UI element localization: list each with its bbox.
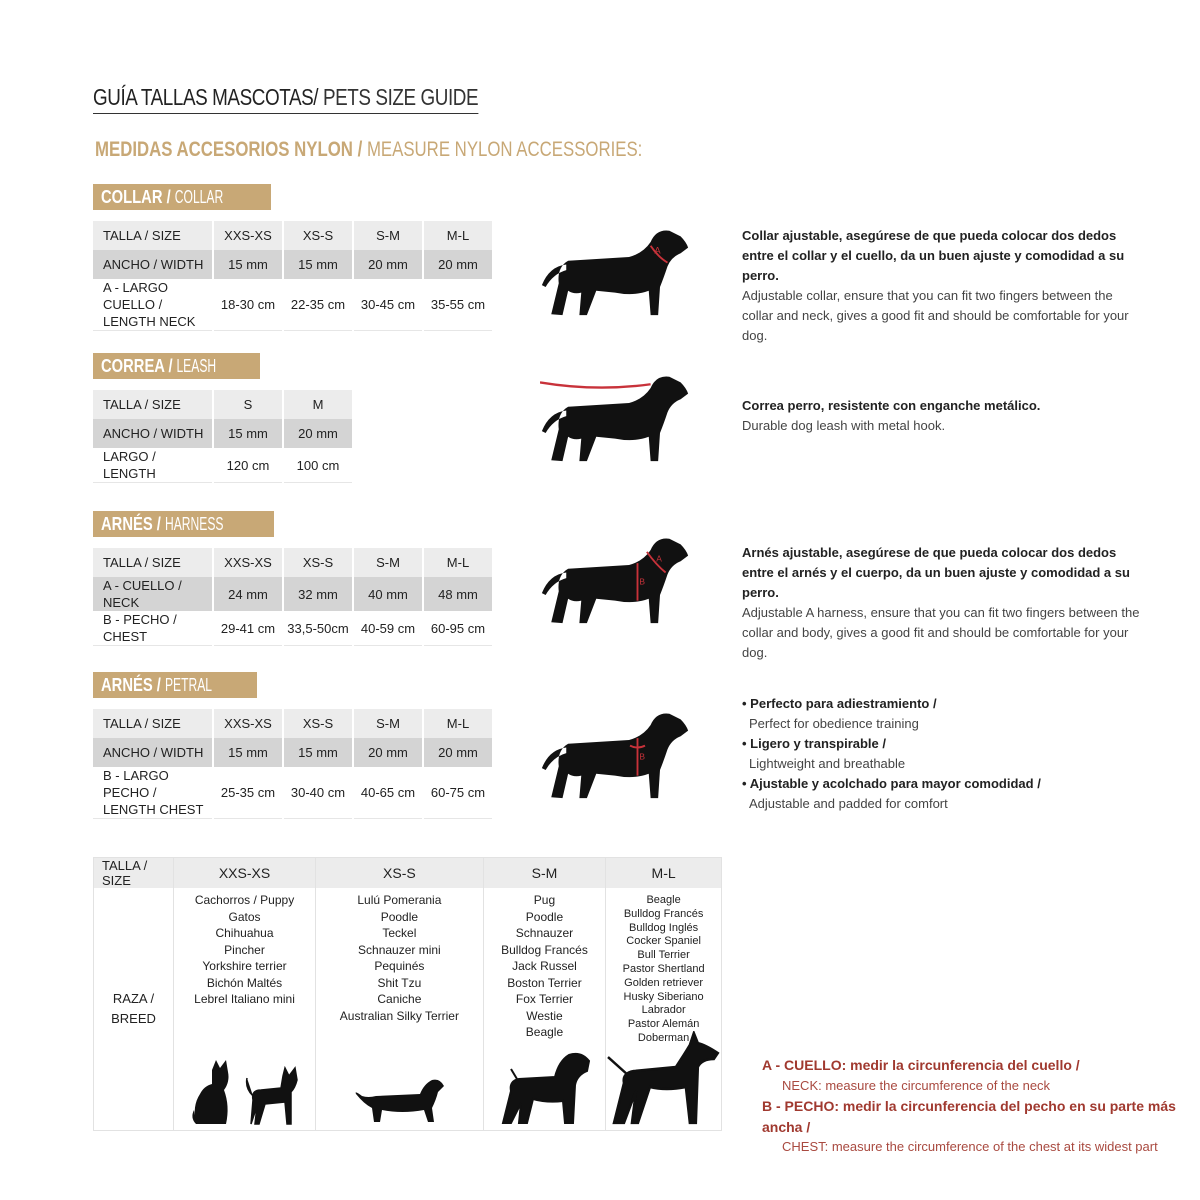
breed-icons	[484, 1051, 605, 1126]
table-cell: 48 mm	[423, 577, 493, 611]
table-cell: S-M	[353, 221, 423, 250]
table-cell: 20 mm	[283, 419, 353, 448]
table-cell: 30-40 cm	[283, 767, 353, 819]
breed-name: Golden retriever	[624, 976, 704, 989]
size-table	[93, 709, 494, 819]
breed-name: Shit Tzu	[377, 975, 422, 990]
section-badge: CORREA / LEASH	[93, 353, 260, 379]
breed-column	[606, 888, 722, 1131]
table-cell: 33,5-50cm	[283, 611, 353, 646]
breed-name: Chihuahua	[215, 926, 274, 940]
breed-icons	[606, 1031, 721, 1126]
breed-name: Bulldog Francés	[623, 907, 704, 920]
table-cell: XS-S	[283, 709, 353, 738]
breed-name: Beagle	[646, 894, 681, 906]
breed-name: Lulú Pomerania	[357, 893, 442, 907]
breed-list	[606, 888, 721, 1046]
breed-icons	[316, 1076, 483, 1126]
schnauzer-silhouette-icon	[497, 1051, 592, 1126]
description-en: Durable dog leash with metal hook.	[742, 418, 946, 433]
breed-column	[483, 888, 605, 1131]
description-es: Arnés ajustable, asegúrese de que pueda colocar dos dedos entre el arnés y el cuerpo, da un buen ajuste y comodidad a su perro.	[742, 545, 1130, 600]
table-row	[93, 419, 353, 448]
breed-name: Lebrel Italiano mini	[194, 992, 295, 1006]
bullet-es: • Ajustable y acolchado para mayor comodidad /	[742, 776, 1041, 791]
size-column-header: M-L	[606, 858, 722, 889]
table-cell: 40 mm	[353, 577, 423, 611]
table-cell: XXS-XS	[213, 709, 283, 738]
section-badge: COLLAR / COLLAR	[93, 184, 271, 210]
breed-name: Doberman	[637, 1031, 690, 1044]
table-cell: 22-35 cm	[283, 279, 353, 331]
row-label: LARGO / LENGTH	[93, 448, 213, 483]
size-table	[93, 221, 494, 331]
breed-name: Beagle	[525, 1025, 564, 1039]
section-description	[742, 226, 1142, 346]
size-column-header: XS-S	[316, 858, 484, 889]
breed-name: Australian Silky Terrier	[339, 1008, 459, 1023]
table-cell: 15 mm	[213, 738, 283, 767]
row-label: ANCHO / WIDTH	[93, 419, 213, 448]
table-row	[93, 611, 493, 646]
breed-name: Boston Terrier	[507, 975, 582, 990]
table-cell: M	[283, 390, 353, 419]
table-cell: M-L	[423, 221, 493, 250]
cat-silhouette-icon	[190, 1056, 235, 1126]
row-label: A - LARGO CUELLO / LENGTH NECK	[93, 279, 213, 331]
breed-name: Bichón Maltés	[206, 975, 283, 990]
table-cell: 40-65 cm	[353, 767, 423, 819]
page-subtitle: MEDIDAS ACCESORIOS NYLON / MEASURE NYLON ACCESSORIES:	[95, 138, 643, 161]
bullet-en: Lightweight and breathable	[749, 756, 906, 771]
breed-list	[316, 888, 483, 1024]
table-cell: 29-41 cm	[213, 611, 283, 646]
row-label: ANCHO / WIDTH	[93, 250, 213, 279]
breed-label: RAZA / BREED	[111, 991, 156, 1026]
table-cell: 120 cm	[213, 448, 283, 483]
row-label: TALLA / SIZE	[93, 221, 213, 250]
table-cell: 25-35 cm	[213, 767, 283, 819]
table-cell: S-M	[353, 709, 423, 738]
table-cell: XS-S	[283, 548, 353, 577]
table-cell: 15 mm	[283, 250, 353, 279]
svg-text:B: B	[639, 576, 645, 587]
size-table	[93, 390, 354, 483]
breed-name: Schnauzer mini	[358, 942, 441, 957]
table-cell: 20 mm	[353, 738, 423, 767]
breed-name: Pincher	[224, 942, 265, 957]
breed-name: Westie	[526, 1008, 563, 1023]
page-title: GUÍA TALLAS MASCOTAS/ PETS SIZE GUIDE	[93, 84, 478, 114]
table-cell: 15 mm	[283, 738, 353, 767]
breed-column	[174, 888, 316, 1131]
svg-text:B: B	[639, 751, 645, 762]
bullet-es: • Ligero y transpirable /	[742, 736, 886, 751]
breed-name: Yorkshire terrier	[202, 959, 287, 973]
table-cell: 100 cm	[283, 448, 353, 483]
svg-text:A: A	[654, 245, 661, 256]
table-cell: 40-59 cm	[353, 611, 423, 646]
doberman-silhouette-icon	[606, 1031, 721, 1126]
chihuahua-silhouette-icon	[245, 1066, 300, 1126]
breed-name: Pug	[533, 893, 556, 907]
measurement-legend	[762, 1055, 1200, 1158]
table-cell: M-L	[423, 548, 493, 577]
legend-neck-en: NECK: measure the circumference of the neck	[782, 1077, 1051, 1093]
breed-column	[316, 888, 484, 1131]
table-cell: 24 mm	[213, 577, 283, 611]
table-row	[93, 390, 353, 419]
row-label: TALLA / SIZE	[93, 548, 213, 577]
row-label: B - LARGO PECHO / LENGTH CHEST	[93, 767, 213, 819]
description-es: Correa perro, resistente con enganche metálico.	[742, 398, 1041, 413]
table-row	[93, 221, 493, 250]
dachshund-silhouette-icon	[352, 1076, 447, 1126]
bullet-en: Adjustable and padded for comfort	[749, 796, 948, 811]
table-cell: 20 mm	[353, 250, 423, 279]
row-label: TALLA / SIZE	[93, 390, 213, 419]
table-cell: 18-30 cm	[213, 279, 283, 331]
breed-name: Pastor Alemán	[627, 1018, 700, 1031]
table-cell: 32 mm	[283, 577, 353, 611]
table-cell: XXS-XS	[213, 221, 283, 250]
size-column-header: S-M	[483, 858, 605, 889]
table-cell: 15 mm	[213, 250, 283, 279]
table-row	[93, 738, 493, 767]
breed-name: Cachorros / Puppy	[194, 893, 295, 907]
breed-name: Pequinés	[374, 959, 425, 973]
breed-name: Bulldog Francés	[501, 942, 588, 957]
row-label: TALLA / SIZE	[93, 709, 213, 738]
table-cell: 30-45 cm	[353, 279, 423, 331]
size-column-header: XXS-XS	[174, 858, 316, 889]
breed-body-row	[94, 888, 722, 1131]
legend-neck-es: A - CUELLO: medir la circunferencia del cuello /	[762, 1057, 1080, 1073]
table-cell: M-L	[423, 709, 493, 738]
section-description	[742, 396, 1142, 436]
description-en: Adjustable collar, ensure that you can fit two fingers between the collar and neck, gives a good fit and should be comfortable for your dog.	[742, 288, 1129, 343]
breed-header-row	[94, 858, 722, 889]
legend-chest-es: B - PECHO: medir la circunferencia del pecho en su parte más ancha /	[762, 1098, 1176, 1135]
table-row	[93, 548, 493, 577]
breed-name: Labrador	[641, 1004, 686, 1017]
table-row	[93, 709, 493, 738]
row-label: A - CUELLO / NECK	[93, 577, 213, 611]
table-cell: 20 mm	[423, 250, 493, 279]
svg-text:A: A	[656, 553, 662, 564]
legend-chest-en: CHEST: measure the circumference of the chest at its widest part	[782, 1139, 1158, 1154]
table-row	[93, 250, 493, 279]
table-row	[93, 767, 493, 819]
breed-name: Cocker Spaniel	[626, 935, 701, 948]
section-description	[742, 543, 1142, 663]
table-row	[93, 577, 493, 611]
section-description	[742, 694, 1142, 814]
breed-name: Poodle	[525, 909, 564, 924]
dog-silhouette-icon	[540, 368, 690, 468]
breed-name: Schnauzer	[515, 926, 574, 940]
breed-name: Fox Terrier	[515, 992, 574, 1006]
breed-name: Caniche	[377, 992, 422, 1006]
breed-name: Husky Siberiano	[623, 990, 704, 1003]
breed-name: Jack Russel	[512, 959, 577, 973]
row-label: ANCHO / WIDTH	[93, 738, 213, 767]
description-en: Adjustable A harness, ensure that you can fit two fingers between the collar and body, gives a good fit and should be comfortable for your dog.	[742, 605, 1140, 660]
dog-silhouette-icon	[540, 222, 690, 322]
table-cell: 20 mm	[423, 738, 493, 767]
table-row	[93, 279, 493, 331]
table-cell: XXS-XS	[213, 548, 283, 577]
table-cell: 35-55 cm	[423, 279, 493, 331]
table-cell: 60-75 cm	[423, 767, 493, 819]
breed-name: Bull Terrier	[637, 949, 690, 962]
bullet-es: • Perfecto para adiestramiento /	[742, 696, 937, 711]
breed-name: Poodle	[380, 909, 419, 924]
dog-silhouette-icon	[540, 530, 690, 630]
size-table	[93, 548, 494, 646]
table-row	[93, 448, 353, 483]
table-cell: S	[213, 390, 283, 419]
table-cell: 60-95 cm	[423, 611, 493, 646]
breed-size-table	[93, 857, 722, 1131]
breed-list	[484, 888, 605, 1041]
breed-label-cell	[94, 888, 174, 1131]
row-label: B - PECHO / CHEST	[93, 611, 213, 646]
breed-name: Pastor Shertland	[622, 962, 705, 975]
table-cell: 15 mm	[213, 419, 283, 448]
breed-name: Bulldog Inglés	[629, 921, 699, 934]
breed-name: Gatos	[228, 909, 261, 924]
breed-list	[174, 888, 315, 1008]
description-es: Collar ajustable, asegúrese de que pueda colocar dos dedos entre el collar y el cuello, da un buen ajuste y comodidad a su perro.	[742, 228, 1125, 283]
section-badge: ARNÉS / PETRAL	[93, 672, 257, 698]
section-badge: ARNÉS / HARNESS	[93, 511, 274, 537]
size-label: TALLA / SIZE	[94, 858, 174, 889]
breed-name: Teckel	[382, 926, 417, 940]
breed-icons	[174, 1056, 315, 1126]
table-cell: S-M	[353, 548, 423, 577]
dog-silhouette-icon	[540, 705, 690, 805]
bullet-en: Perfect for obedience training	[749, 716, 919, 731]
table-cell: XS-S	[283, 221, 353, 250]
